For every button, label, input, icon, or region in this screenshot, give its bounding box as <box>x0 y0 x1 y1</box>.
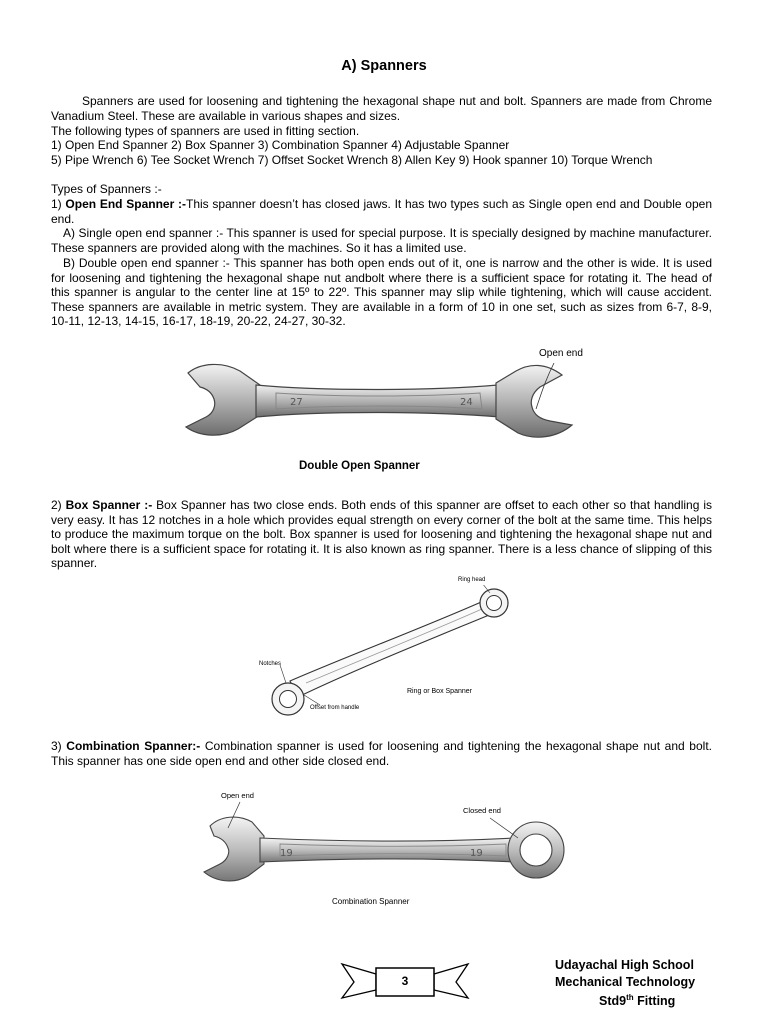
spanner-size-right: 24 <box>460 397 473 408</box>
combination-size-left: 19 <box>280 848 293 859</box>
subject-name: Mechanical Technology <box>555 974 696 989</box>
spanner-types-list-2: 5) Pipe Wrench 6) Tee Socket Wrench 7) Offset Socket Wrench 8) Allen Key 9) Hook spanner 10) Torque Wrench <box>51 153 653 167</box>
combination-spanner-description: Combination spanner is used for loosening and tightening the hexagonal shape nut and bolt. This spanner has one side open end and other side closed end. <box>51 739 712 768</box>
double-open-end-paragraph: B) Double open end spanner :- This spanner has both open ends out of it, one is narrow and the other is wide. It is used for loosening and tightening the hexagonal shape nut andbolt where there is a sufficient space for rotating it. The head of this spanner is angular to the center line at 15º to 22º. This spanner may slip while tightening, which will cause accident. These spanners are available in metric system. They are available in a form of 10 in one set, such as sizes from 6-7, 8-9, 10-11, 12-13, 14-15, 16-17, 18-19, 20-22, 24-27, 30-32. <box>51 256 712 329</box>
combination-spanner-paragraph <box>51 739 712 768</box>
combination-size-right: 19 <box>470 848 483 859</box>
std-suffix: Fitting <box>633 994 676 1009</box>
open-end-paragraph <box>51 197 712 226</box>
standard-label <box>555 990 735 1010</box>
combination-spanner-number: 3) <box>51 739 67 753</box>
spanner-size-left: 27 <box>290 397 303 408</box>
footer-school-info <box>555 957 735 1010</box>
open-end-number: 1) <box>51 197 66 211</box>
combination-spanner-caption: Combination Spanner <box>332 897 410 906</box>
spanner-types-list-1: 1) Open End Spanner 2) Box Spanner 3) Combination Spanner 4) Adjustable Spanner <box>51 138 510 152</box>
types-heading: Types of Spanners :- <box>51 182 162 196</box>
page-title: A) Spanners <box>341 58 427 74</box>
box-spanner-caption: Ring or Box Spanner <box>407 688 472 695</box>
box-spanner-paragraph <box>51 498 712 571</box>
double-open-spanner-image <box>170 345 610 450</box>
open-end-description: This spanner doesn’t has closed jaws. It has two types such as Single open end and Double open end. <box>51 197 712 226</box>
std-prefix: Std9 <box>599 994 627 1009</box>
offset-from-handle-label: Offset from handle <box>310 705 360 711</box>
std-superscript: th <box>626 993 634 1002</box>
single-open-end-paragraph: A) Single open end spanner :- This spanner is used for special purpose. It is specially designed by machine manufacturer. These spanners are provided along with the machines. So it has a limited use. <box>51 226 712 255</box>
ring-head-label: Ring head <box>458 577 486 583</box>
double-open-spanner-caption: Double Open Spanner <box>299 460 420 472</box>
intro-paragraph: Spanners are used for loosening and tightening the hexagonal shape nut and bolt. Spanners are made from Chrome Vanadium Steel. These are available in various shapes and sizes. <box>51 94 712 123</box>
box-spanner-label: Box Spanner :- <box>65 498 153 512</box>
school-name: Udayachal High School <box>555 958 694 972</box>
intro-list-lead: The following types of spanners are used in fitting section. <box>51 124 360 138</box>
notches-label: Notches <box>259 661 282 667</box>
open-end-label-combo: Open end <box>221 791 254 800</box>
combination-spanner-image <box>190 790 580 890</box>
closed-end-label: Closed end <box>463 806 501 815</box>
open-end-callout: Open end <box>539 348 583 359</box>
page-number: 3 <box>401 974 409 988</box>
open-end-label: Open End Spanner :- <box>65 197 186 211</box>
combination-spanner-label: Combination Spanner:- <box>66 739 201 753</box>
box-spanner-description: Box Spanner has two close ends. Both ends of this spanner are offset to each other so that handling is very easy. It has 12 notches in a hole which provides equal strength on every corner of the bolt at the same time. This helps to produce the maximum torque on the bolt. Box spanner is used for loosening and tightening the hexagonal shape nut and bolt where there is a sufficient space for rotating it. It is also known as ring spanner. There is a less chance of slipping of this spanner. <box>51 498 712 571</box>
box-spanner-image <box>260 585 520 720</box>
box-spanner-number: 2) <box>51 498 66 512</box>
